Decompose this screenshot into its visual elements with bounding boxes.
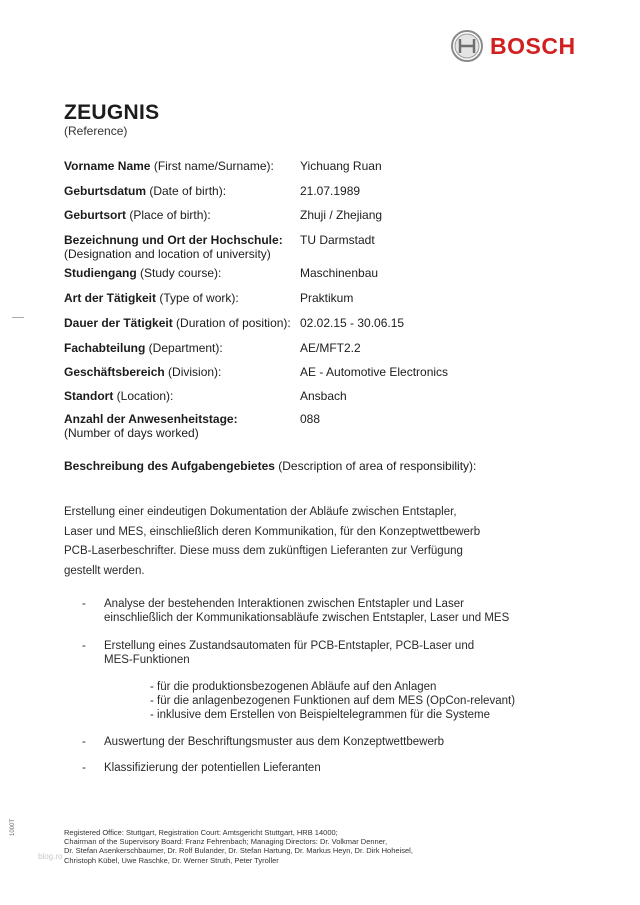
field-label: Geburtsdatum (Date of birth): (64, 184, 227, 198)
field-label: Studiengang (Study course): (64, 266, 222, 280)
field-label: Geschäftsbereich (Division): (64, 365, 222, 379)
field-label: Standort (Location): (64, 389, 174, 403)
field-label: Fachabteilung (Department): (64, 341, 223, 355)
task-sub-item: - inklusive dem Erstellen von Beispieltelegrammen für die Systeme (150, 709, 491, 721)
document-subtitle: (Reference) (64, 124, 128, 138)
field-label: Geburtsort (Place of birth): (64, 208, 211, 222)
field-label: Art der Tätigkeit (Type of work): (64, 291, 239, 305)
field-value: TU Darmstadt (300, 233, 375, 247)
watermark: blog.ro (38, 852, 63, 861)
field-value: Ansbach (300, 389, 347, 403)
field-value: Zhuji / Zhejiang (300, 208, 383, 222)
bosch-logo (450, 28, 576, 64)
description-heading: Beschreibung des Aufgabengebietes (Description of area of responsibility): (64, 459, 477, 473)
description-intro: Erstellung einer eindeutigen Dokumentation der Abläufe zwischen Entstapler, Laser und MES, einschließlich deren Kommunikation, für den Konzeptwettbewerb PCB-Laserbeschrifter. Diese muss dem zukünftigen Lieferanten zur Verfügung gestellt werden. (64, 506, 481, 577)
task-sub-item: - für die produktionsbezogenen Abläufe auf den Anlagen (150, 681, 437, 693)
field-label: Anzahl der Anwesenheitstage: (Number of days worked) (64, 412, 238, 440)
bosch-armature-icon (450, 29, 484, 63)
legal-footer: Registered Office: Stuttgart, Registration Court: Amtsgericht Stuttgart, HRB 14000; Chairman of the Supervisory Board: Franz Fehrenbach; Managing Directors: Dr. Volkmar Denner, Dr. Stefan Asenkerschbaumer, Dr. Rolf Bulander, Dr. Stefan Hartung, Dr. Markus Heyn, Dr. Dirk Hoheisel, Christoph Kübel, Uwe Raschke, Dr. Werner Struth, Peter Tyroller (64, 828, 413, 865)
field-label: Dauer der Tätigkeit (Duration of position): (64, 316, 291, 330)
form-code: 1000T (10, 818, 16, 836)
field-value: Yichuang Ruan (300, 159, 382, 173)
field-value: Praktikum (300, 291, 354, 305)
field-value: AE/MFT2.2 (300, 341, 361, 355)
field-label: Vorname Name (First name/Surname): (64, 159, 274, 173)
field-value: 088 (300, 412, 321, 426)
brand-name: BOSCH (490, 32, 576, 59)
field-value: 21.07.1989 (300, 184, 361, 198)
field-value: AE - Automotive Electronics (300, 365, 449, 379)
fold-mark (12, 317, 24, 318)
field-value: 02.02.15 - 30.06.15 (300, 316, 405, 330)
task-sub-item: - für die anlagenbezogenen Funktionen auf dem MES (OpCon-relevant) (150, 695, 516, 707)
reference-document: BOSCH ZEUGNIS (Reference) Vorname Name (First name/Surname): Yichuang Ruan Geburtsdatum (Date of birth): 21.07.1989 Geburtsort (Place of birth): Zhuji / Zhejiang Bezeichnung und Ort der Hochschule: (Designation and location of university) TU Darmstadt Studiengang (Study course): Maschinenbau Art der Tätigkeit (Type of work): Praktikum Dauer der Tätigkeit (Duration of position): 02.02.15 - 30.06.15 Fachabteilung (Department): AE/MFT2.2 Geschäftsbereich (Division): AE - Automotive Electronics Standort (Location): Ansbach Anzahl der Anwesenheitstage: (Number of days worked) 088 Beschreibung des Aufgabengebietes (Description of area of responsibility): Erstellung einer eindeutigen Dokumentation der Abläufe zwischen Entstapler, Laser und MES, einschließlich deren Kommunikation, für den Konzeptwettbewerb PCB-Laserbeschrifter. Diese muss dem zukünftigen Lieferanten zur Verfügung gestellt werden. - Analyse der bestehenden Interaktionen zwischen Entstapler und Laser einschließlich der Kommunikationsabläufe zwischen Entstapler, Laser und MES - Erstellung eines Zustandsautomaten für PCB-Entstapler, PCB-Laser und MES-Funktionen - für die produktionsbezogenen Abläufe auf den Anlagen - für die anlagenbezogenen Funktionen auf dem MES (OpCon-relevant) - inklusive dem Erstellen von Beispieltelegrammen für die Systeme - Auswertung der Beschriftungsmuster aus dem Konzeptwettbewerb - Klassifizierung der potentiellen Lieferanten Registered Office: Stuttgart, Registration Court: Amtsgericht Stuttgart, HRB 14000; Chairman of the Supervisory Board: Franz Fehrenbach; Managing Directors: Dr. Volkmar Denner, Dr. Stefan Asenkerschbaumer, Dr. Rolf Bulander, Dr. Stefan Hartung, Dr. Markus Heyn, Dr. Dirk Hoheisel, Christoph Kübel, Uwe Raschke, Dr. Werner Struth, Peter Tyroller 1000T blog.ro (0, 0, 640, 905)
document-title: ZEUGNIS (64, 101, 160, 124)
field-value: Maschinenbau (300, 266, 379, 280)
field-label: Bezeichnung und Ort der Hochschule: (Designation and location of university) (64, 233, 283, 261)
